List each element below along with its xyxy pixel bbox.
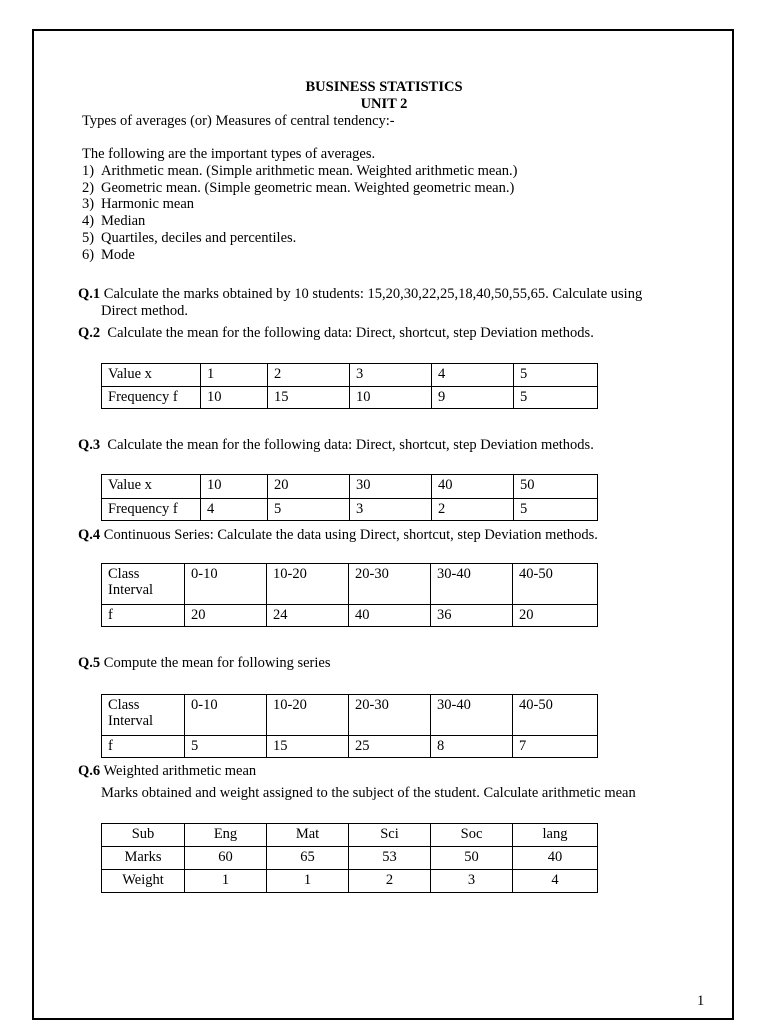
table-cell: 5 xyxy=(514,499,598,521)
table-cell: 65 xyxy=(267,847,349,870)
table-cell: f xyxy=(102,736,185,758)
question-3: Q.3 Calculate the mean for the following data: Direct, shortcut, step Deviation methods. xyxy=(78,437,594,453)
table-row xyxy=(102,824,598,847)
table-cell: 20 xyxy=(268,475,350,499)
table-cell: 24 xyxy=(267,605,349,627)
table-row xyxy=(102,736,598,758)
table-cell: 3 xyxy=(431,870,513,893)
table-cell: 5 xyxy=(185,736,267,758)
list-item: 1) Arithmetic mean. (Simple arithmetic mean. Weighted arithmetic mean.) xyxy=(82,163,518,179)
table-row xyxy=(102,387,598,409)
table-row xyxy=(102,605,598,627)
table-row xyxy=(102,847,598,870)
table-cell: 25 xyxy=(349,736,431,758)
table-cell: 40-50 xyxy=(513,564,598,605)
question-2: Q.2 Calculate the mean for the following data: Direct, shortcut, step Deviation methods. xyxy=(78,325,594,341)
table-cell: 4 xyxy=(201,499,268,521)
table-cell: 5 xyxy=(514,387,598,409)
table-cell: 9 xyxy=(432,387,514,409)
table-cell: lang xyxy=(513,824,598,847)
table-cell: Eng xyxy=(185,824,267,847)
table-row xyxy=(102,564,598,605)
document-title: BUSINESS STATISTICS xyxy=(305,79,463,95)
table-cell: 60 xyxy=(185,847,267,870)
list-item: 5) Quartiles, deciles and percentiles. xyxy=(82,230,297,246)
table-cell: Sub xyxy=(102,824,185,847)
table-cell: 10 xyxy=(201,387,268,409)
intro-subtitle: Types of averages (or) Measures of central tendency:- xyxy=(82,113,395,129)
q6-table xyxy=(101,823,598,893)
table-cell: Frequency f xyxy=(102,387,201,409)
table-row xyxy=(102,870,598,893)
table-cell: 15 xyxy=(267,736,349,758)
table-cell: Class Interval xyxy=(102,695,185,736)
page-number: 1 xyxy=(697,993,705,1009)
table-cell: 1 xyxy=(201,364,268,387)
table-cell: 20 xyxy=(185,605,267,627)
question-1: Q.1 Calculate the marks obtained by 10 students: 15,20,30,22,25,18,40,50,55,65. Calculate using xyxy=(78,286,643,302)
table-cell: 40 xyxy=(432,475,514,499)
table-cell: 7 xyxy=(513,736,598,758)
table-cell: 4 xyxy=(513,870,598,893)
table-cell: 20-30 xyxy=(349,695,431,736)
table-cell: 10 xyxy=(350,387,432,409)
table-cell: 30-40 xyxy=(431,695,513,736)
table-cell: Marks xyxy=(102,847,185,870)
question-5: Q.5 Compute the mean for following series xyxy=(78,655,331,671)
table-cell: 3 xyxy=(350,499,432,521)
table-cell: 40-50 xyxy=(513,695,598,736)
question-6: Q.6 Weighted arithmetic mean xyxy=(78,763,257,779)
table-cell: 3 xyxy=(350,364,432,387)
table-cell: 40 xyxy=(349,605,431,627)
table-cell: 20 xyxy=(513,605,598,627)
table-cell: 0-10 xyxy=(185,564,267,605)
table-cell: Weight xyxy=(102,870,185,893)
table-cell: 0-10 xyxy=(185,695,267,736)
question-1-continuation: Direct method. xyxy=(101,303,188,319)
question-4: Q.4 Continuous Series: Calculate the data using Direct, shortcut, step Deviation methods. xyxy=(78,527,598,543)
table-cell: Mat xyxy=(267,824,349,847)
list-item: 4) Median xyxy=(82,213,146,229)
table-cell: 1 xyxy=(185,870,267,893)
table-cell: 50 xyxy=(514,475,598,499)
table-cell: 53 xyxy=(349,847,431,870)
q3-table xyxy=(101,474,598,521)
table-cell: 4 xyxy=(432,364,514,387)
q4-table xyxy=(101,563,598,627)
table-cell: f xyxy=(102,605,185,627)
table-cell: Value x xyxy=(102,475,201,499)
table-cell: 5 xyxy=(268,499,350,521)
unit-heading: UNIT 2 xyxy=(360,96,408,112)
table-cell: 10 xyxy=(201,475,268,499)
table-cell: 20-30 xyxy=(349,564,431,605)
table-cell: 50 xyxy=(431,847,513,870)
table-row xyxy=(102,499,598,521)
table-cell: 15 xyxy=(268,387,350,409)
table-cell: 1 xyxy=(267,870,349,893)
table-cell: 8 xyxy=(431,736,513,758)
table-cell: 2 xyxy=(349,870,431,893)
q2-table xyxy=(101,363,598,409)
table-cell: Value x xyxy=(102,364,201,387)
table-cell: 10-20 xyxy=(267,695,349,736)
table-cell: 30-40 xyxy=(431,564,513,605)
table-row xyxy=(102,695,598,736)
list-item: 3) Harmonic mean xyxy=(82,196,195,212)
q5-table xyxy=(101,694,598,758)
question-6-description: Marks obtained and weight assigned to the subject of the student. Calculate arithmetic mean xyxy=(101,785,636,801)
table-cell: 36 xyxy=(431,605,513,627)
table-cell: 2 xyxy=(268,364,350,387)
table-cell: Frequency f xyxy=(102,499,201,521)
table-cell: Soc xyxy=(431,824,513,847)
table-row xyxy=(102,364,598,387)
table-cell: 40 xyxy=(513,847,598,870)
table-cell: 30 xyxy=(350,475,432,499)
table-cell: 2 xyxy=(432,499,514,521)
list-item: 6) Mode xyxy=(82,247,135,263)
intro-lead: The following are the important types of averages. xyxy=(82,146,376,162)
table-cell: Sci xyxy=(349,824,431,847)
table-cell: 10-20 xyxy=(267,564,349,605)
table-row xyxy=(102,475,598,499)
list-item: 2) Geometric mean. (Simple geometric mean. Weighted geometric mean.) xyxy=(82,180,515,196)
table-cell: Class Interval xyxy=(102,564,185,605)
table-cell: 5 xyxy=(514,364,598,387)
